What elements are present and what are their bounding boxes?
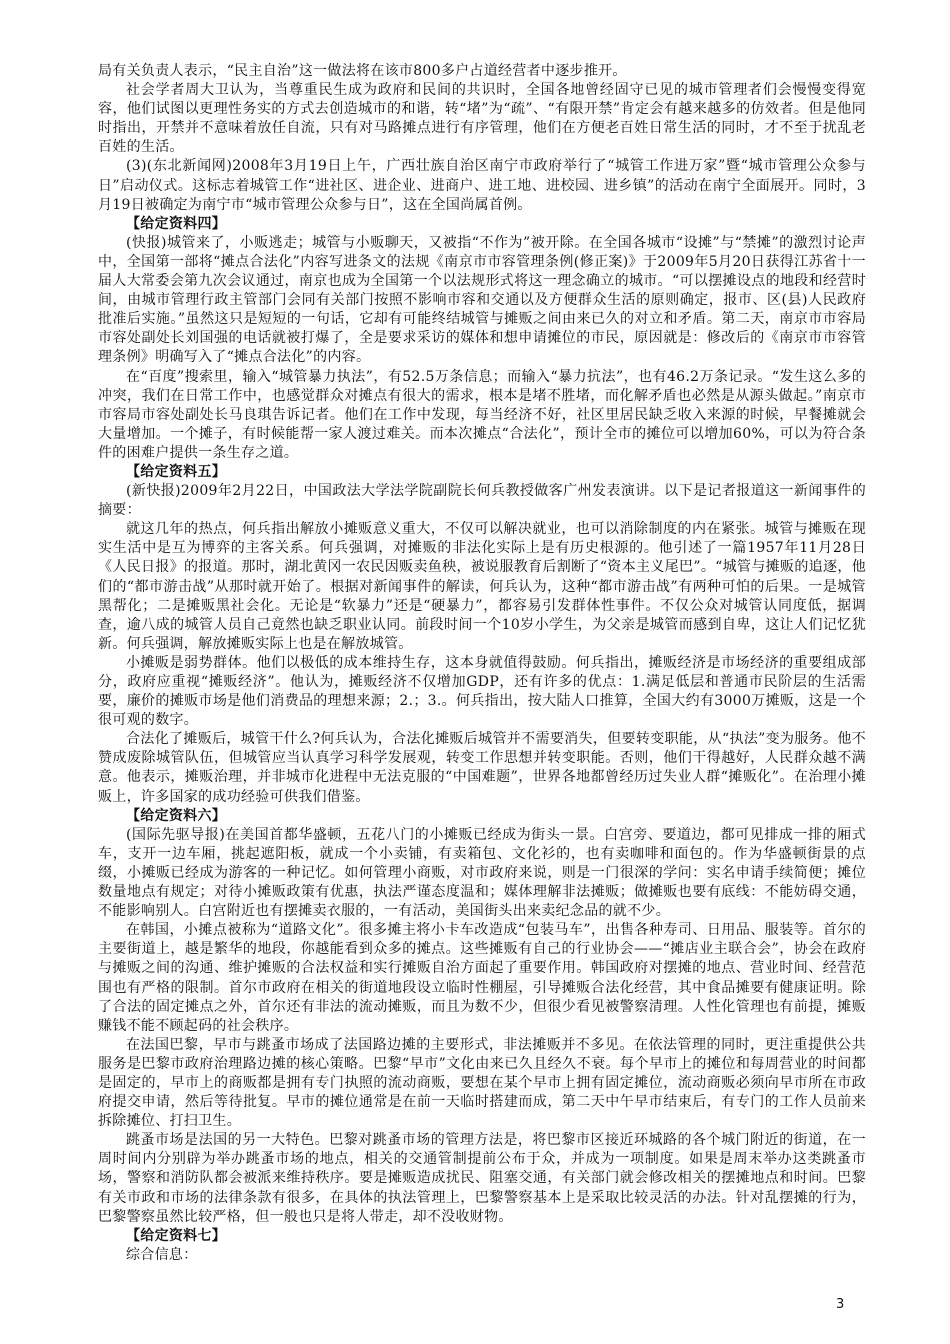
paragraph-washington: (国际先驱导报)在美国首都华盛顿，五花八门的小摊贩已经成为街头一景。白宫旁、要道边，都可见排成一排的厢式车，支开一边车厢，挑起遮阳板，就成一个小卖铺，有卖箱包、文化衫的，也有卖咖啡和面包的。作为华盛顿街景的点缀，小摊贩已经成为游客的一种记忆。如何管理小商贩，对市政府来说，则是一门很深的学问：实名申请手续简便；摊位数量地点有规定；对待小摊贩政策有优惠，执法严谨态度温和；媒体理解非法摊贩；做摊贩也要有底线：不能妨碍交通，不能影响别人。白宫附近也有摆摊卖衣服的，一有活动，美国街头出来卖纪念品的就不少。 — [98, 826, 866, 920]
document-page — [98, 62, 866, 1265]
section-heading-material-5: 【给定资料五】 — [126, 463, 227, 480]
paragraph-nanjing-regulation: (快报)城管来了，小贩逃走；城管与小贩聊天，又被指“不作为”被开除。在全国各城市“设摊”与“禁摊”的激烈讨论声中，全国第一部将“摊点合法化”内容写进条文的法规《南京市市容管理条例(修正案)》于2009年5月20日获得江苏省十一届人大常委会第九次会议通过，南京也成为全国第一个以法规形式将这一理念确立的城市。“可以摆摊设点的地段和经营时间，由城市管理行政主管部门会同有关部门按照不影响市容和交通以及方便群众生活的原则确定，报市、区(县)人民政府批准后实施。”虽然这只是短短的一句话，它却有可能终结城管与摊贩之间由来已久的对立和矛盾。第二天，南京市市容局市容处副处长刘国强的电话就被打爆了，全是要求采访的媒体和想申请摊位的市民，原因就是：修改后的《南京市市容管理条例》明确写入了“摊点合法化”的内容。 — [98, 234, 866, 366]
page-number: 3 — [836, 1297, 845, 1312]
paragraph-zhou-dawei: 社会学者周大卫认为，当尊重民生成为政府和民间的共识时，全国各地曾经固守已见的城市管理者们会慢慢变得宽容，他们试图以更理性务实的方式去创造城市的和谐，转“堵”为“疏”、“有限开禁”肯定会有越来越多的仿效者。但是他同时指出，开禁并不意味着放任自流，只有对马路摊点进行有序管理，他们在方便老百姓日常生活的同时，才不至于扰乱老百姓的生活。 — [98, 82, 866, 156]
paragraph-summary-info: 综合信息： — [126, 1246, 198, 1263]
paragraph-he-bing-intro: (新快报)2009年2月22日，中国政法大学法学院副院长何兵教授做客广州发表演讲。以下是记者报道这一新闻事件的摘要： — [98, 483, 866, 519]
paragraph-vendor-economy: 小摊贩是弱势群体。他们以极低的成本维持生存，这本身就值得鼓励。何兵指出，摊贩经济是市场经济的重要组成部分，政府应重视“摊贩经济”。他认为，摊贩经济不仅增加GDP，还有许多的优点：1.满足低层和普通市民阶层的生活需要，廉价的摊贩市场是他们消费品的理想来源；2.；3.。何兵指出，按大陆人口推算，全国大约有3000万摊贩，这是一个很可观的数字。 — [98, 654, 866, 729]
section-heading-material-4: 【给定资料四】 — [126, 215, 227, 232]
paragraph-baidu-search: 在“百度”搜索里，输入“城管暴力执法”，有52.5万条信息；而输入“暴力抗法”，也有46.2万条记录。“发生这么多的冲突，我们在日常工作中，也感觉群众对摊点有很大的需求，根本是堵不胜堵，而化解矛盾也必然是从源头做起。”南京市市容局市容处副处长马良琪告诉记者。他们在工作中发现，每当经济不好，社区里居民缺乏收入来源的时候，早餐摊就会大量增加。一个摊子，有时候能帮一家人渡过难关。而本次摊点“合法化”，预计全市的摊位可以增加60%，可以为符合条件的困难户提供一条生存之道。 — [98, 368, 866, 461]
paragraph-flea-market: 跳蚤市场是法国的另一大特色。巴黎对跳蚤市场的管理方法是，将巴黎市区接近环城路的各个城门附近的街道，在一周时间内分别辟为举办跳蚤市场的地点，相关的交通管制提前公布于众，并成为一项制度。如果是周末举办这类跳蚤市场，警察和消防队都会被派来维持秩序。要是摊贩造成扰民、阻塞交通，有关部门就会修改相关的摆摊地点和时间。巴黎有关市政和市场的法律条款有很多，在具体的执法管理上，巴黎警察基本上是采取比较灵活的办法。针对乱摆摊的行为，巴黎警察虽然比较严格，但一般也只是将人带走，却不没收财物。 — [98, 1132, 866, 1225]
section-heading-material-6: 【给定资料六】 — [126, 807, 227, 824]
paragraph-korea: 在韩国，小摊点被称为“道路文化”。很多摊主将小卡车改造成“包装马车”，出售各种寿司、日用品、服装等。首尔的主要街道上，越是繁华的地段，你越能看到众多的摊点。这些摊贩有自己的行业协会——“摊店业主联合会”，协会在政府与摊贩之间的沟通、维护摊贩的合法权益和实行摊贩自治方面起了重要作用。韩国政府对摆摊的地点、营业时间、经营范围也有严格的限制。首尔市政府在相关的街道地段设立临时性棚屋，引导摊贩合法化经营，其中食品摊要有健康证明。除了合法的固定摊点之外，首尔还有非法的流动摊贩，而且为数不少，但很少看见被警察清理。人性化管理也有前提，摊贩赚钱不能不顾起码的社会秩序。 — [98, 922, 866, 1034]
paragraph-he-bing-history: 就这几年的热点，何兵指出解放小摊贩意义重大，不仅可以解决就业，也可以消除制度的内在紧张。城管与摊贩在现实生活中是互为博弈的主客关系。何兵强调，对摊贩的非法化实际上是有历史根源的。他引述了一篇1957年11月28日《人民日报》的报道。那时，湖北黄冈一农民因贩卖鱼秧，被说服教育后割断了“资本主义尾巴”。“城管与摊贩的追逐，他们的“都市游击战”从那时就开始了。根据对新闻事件的解读，何兵认为，这种“都市游击战”有两种可怕的后果。一是城管黑帮化；二是摊贩黑社会化。无论是“软暴力”还是“硬暴力”，都容易引发群体性事件。不仅公众对城管认同度低，据调查，逾八成的城管人员自己竟然也缺乏职业认同。前段时间一个10岁小学生，为父亲是城管而感到自卑，这让人们记忆犹新。何兵强调，解放摊贩实际上也是在解放城管。 — [98, 521, 866, 652]
paragraph-chengguan-role: 合法化了摊贩后，城管干什么?何兵认为，合法化摊贩后城管并不需要消失，但要转变职能，从“执法”变为服务。他不赞成废除城管队伍，但城管应当认真学习科学发展观，转变工作思想并转变职能。否则，他们干得越好，人民群众越不满意。他表示，摊贩治理，并非城市化进程中无法克服的“中国难题”，世界各地都曾经历过失业人群“摊贩化”。在治理小摊贩上，许多国家的成功经验可供我们借鉴。 — [98, 731, 866, 805]
paragraph-nanning: (3)(东北新闻网)2008年3月19日上午，广西壮族自治区南宁市政府举行了“城管工作进万家”暨“城市管理公众参与日”启动仪式。这标志着城管工作“进社区、进企业、进商户、进工地、进校园、进乡镇”的活动在南宁全面展开。同时，3月19日被确定为南宁市“城市管理公众参与日”，这在全国尚属首例。 — [98, 158, 866, 213]
paragraph-continuation: 局有关负责人表示，“民主自治”这一做法将在该市800多户占道经营者中逐步推开。 — [98, 63, 627, 79]
section-heading-material-7: 【给定资料七】 — [126, 1227, 227, 1244]
paragraph-paris-market: 在法国巴黎，早市与跳蚤市场成了法国路边摊的主要形式，非法摊贩并不多见。在依法管理的同时，更注重提供公共服务是巴黎市政府治理路边摊的核心策略。巴黎“早市”文化由来已久且经久不衰。每个早市上的摊位和每周营业的时间都是固定的，早市上的商贩都是拥有专门执照的流动商贩，要想在某个早市上拥有固定摊位，流动商贩必须向早市所在市政府提交申请，然后等待批复。早市的摊位通常是在前一天临时搭建而成，第二天中午早市结束后，有专门的工作人员前来拆除摊位、打扫卫生。 — [98, 1036, 866, 1130]
